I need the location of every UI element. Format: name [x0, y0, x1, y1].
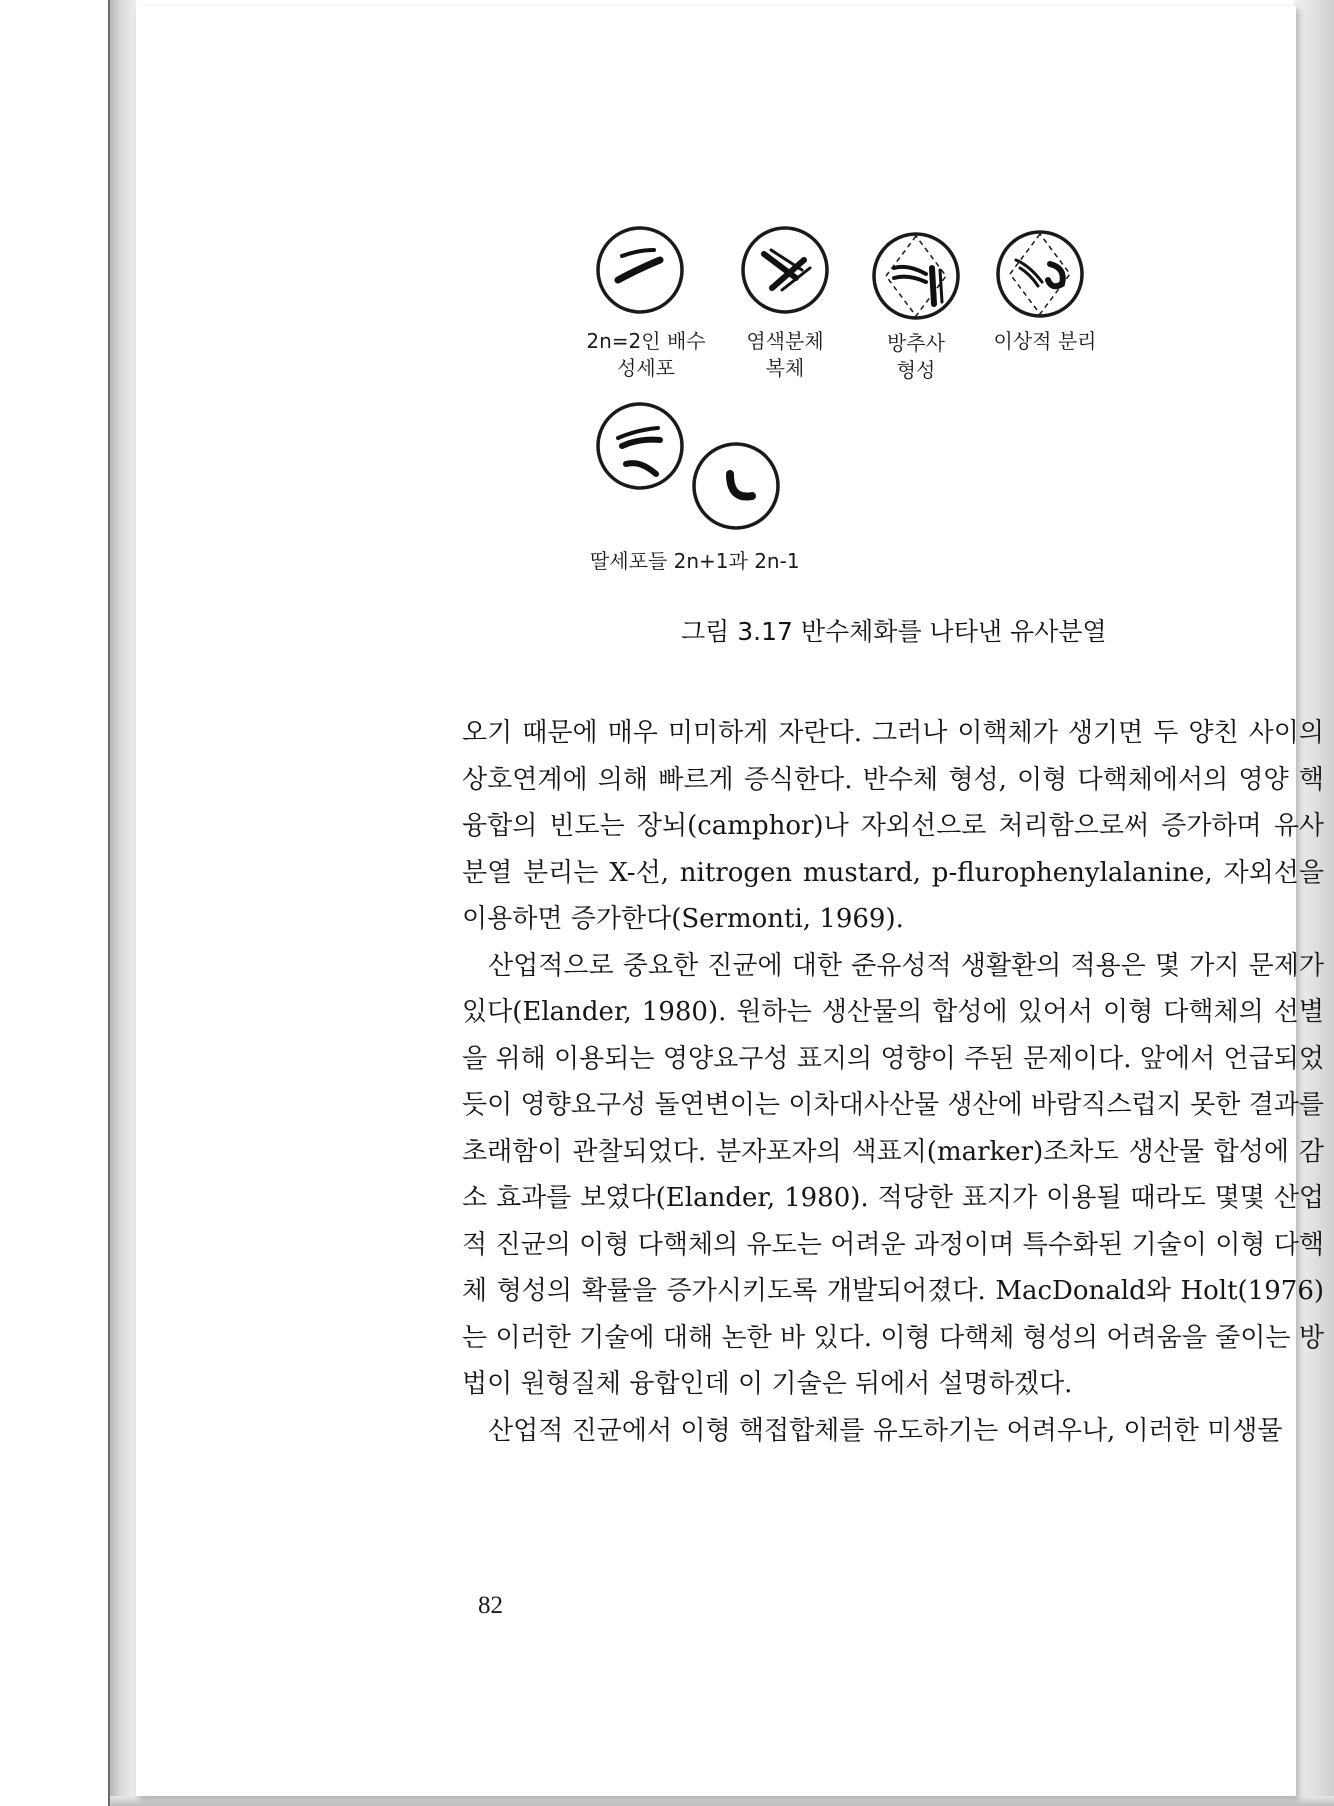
paragraph: 오기 때문에 매우 미미하게 자란다. 그러나 이핵체가 생기면 두 양친 사이의 상호연계에 의해 빠르게 증식한다. 반수체 형성, 이형 다핵체에서의 영양 핵융합의 빈도는 장뇌(camphor)나 자외선으로 처리함으로써 증가하며 유사분열 분리는 X-선, nitrogen mustard, p-flurophenylalanine, 자외선을 이용하면 증가한다(Sermonti, 1969).: [462, 718, 1324, 934]
body-text: [462, 710, 1324, 1454]
daughter-cell-1-icon: [598, 404, 682, 488]
mitosis-diagram: [596, 224, 1216, 584]
page-number: 82: [478, 1592, 503, 1619]
daughter-cell-2-icon: [694, 444, 778, 528]
paragraph: 산업적 진균에서 이형 핵접합체를 유도하기는 어려우나, 이러한 미생물: [488, 1415, 1283, 1446]
stage-label-separation-line1: 이상적 분리: [993, 329, 1097, 353]
paragraph: 산업적으로 중요한 진균에 대한 준유성적 생활환의 적용은 몇 가지 문제가 있다(Elander, 1980). 원하는 생산물의 합성에 있어서 이형 다핵체의 선별을 위해 이용되는 영양요구성 표지의 영향이 주된 문제이다. 앞에서 언급되었듯이 영향요구성 돌연변이는 이차대사산물 생산에 바람직스럽지 못한 결과를 초래함이 관찰되었다. 분자포자의 색표지(marker)조차도 생산물 합성에 감소 효과를 보였다(Elander, 1980). 적당한 표지가 이용될 때라도 몇몇 산업적 진균의 이형 다핵체의 유도는 어려운 과정이며 특수화된 기술이 이형 다핵체 형성의 확률을 증가시키도록 개발되어졌다. MacDonald와 Holt(1976)는 이러한 기술에 대해 논한 바 있다. 이형 다핵체 형성의 어려움을 줄이는 방법이 원형질체 융합인데 이 기술은 뒤에서 설명하겠다.: [462, 950, 1324, 1399]
stage-label-chromatid-line2: 복체: [765, 356, 805, 380]
book-spine-shadow: [110, 0, 136, 1806]
stage-label-spindle-line1: 방추사: [887, 331, 945, 355]
stage-label-diploid: [566, 328, 726, 382]
stage-label-diploid-line2: 성세포: [617, 356, 675, 380]
figure-caption: 그림 3.17 반수체화를 나타낸 유사분열: [681, 617, 1107, 646]
stage-label-chromatid: [725, 328, 845, 382]
stage-label-chromatid-line1: 염색분체: [746, 329, 824, 353]
stage-label-spindle-line2: 형성: [896, 358, 936, 382]
daughter-cells-label: 딸세포들 2n+1과 2n-1: [590, 549, 800, 573]
mitosis-figure: [586, 224, 1216, 584]
stage-label-diploid-line1: 2n=2인 배수: [586, 329, 706, 353]
stage-label-spindle: [871, 330, 961, 384]
stage-label-separation: [980, 328, 1110, 355]
page-bottom-shadow: [110, 1796, 1334, 1806]
book-page: [136, 6, 1324, 1796]
